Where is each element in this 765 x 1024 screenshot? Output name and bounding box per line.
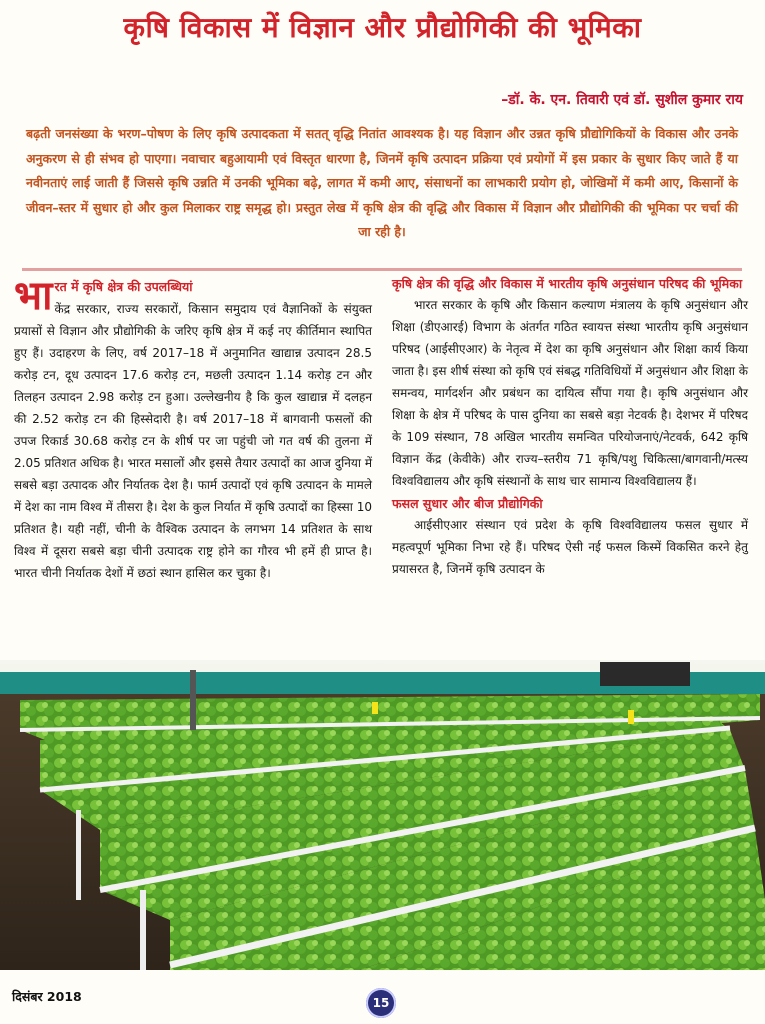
article-title: कृषि विकास में विज्ञान और प्रौद्योगिकी की भूमिका [123, 11, 642, 44]
left-heading: रत में कृषि क्षेत्र की उपलब्धियां [54, 279, 193, 294]
right-heading-1: कृषि क्षेत्र की वृद्धि और विकास में भारतीय कृषि अनुसंधान परिषद की भूमिका [392, 276, 743, 291]
abstract: बढ़ती जनसंख्या के भरण–पोषण के लिए कृषि उत्पादकता में सतत् वृद्धि नितांत आवश्यक है। यह विज्ञान और उन्नत कृषि प्रौद्योगिकियों के विकास और उनके अनुकरण से ही संभव हो पाएगा। नवाचार बहुआयामी एवं विस्तृत धारणा है, जिनमें कृषि उत्पादन प्रक्रिया एवं प्रयोगों में इस प्रकार के सुधार किए जाते हैं या नवीनताएं लाई जाती हैं जिससे कृषि उन्नति में उनकी भूमिका बढ़े, लागत में कमी आए, संसाधनों का लाभकारी प्रयोग हो, जोखिमों में कमी आए, किसानों के जीवन–स्तर में सुधार हो और कुल मिलाकर राष्ट्र समृद्ध हो। प्रस्तुत लेख में कृषि क्षेत्र की वृद्धि और विकास में विज्ञान और प्रौद्योगिकी की भूमिका पर चर्चा की जा रही है। [26, 126, 738, 239]
authors-line: –डॉ. के. एन. तिवारी एवं डॉ. सुशील कुमार राय [501, 92, 743, 108]
drop-cap: भा [14, 273, 53, 319]
issue-date: दिसंबर 2018 [12, 989, 82, 1004]
greenhouse-photo [0, 660, 765, 970]
section-divider [22, 268, 742, 271]
right-column [392, 276, 748, 580]
right-body-2: आईसीएआर संस्थान एवं प्रदेश के कृषि विश्वविद्यालय फसल सुधार में महत्वपूर्ण भूमिका निभा रहे हैं। परिषद ऐसी नई फसल किस्में विकसित करने हेतु प्रयासरत है, जिनमें कृषि उत्पादन के [392, 518, 748, 576]
left-body: केंद्र सरकार, राज्य सरकारों, किसान समुदाय एवं वैज्ञानिकों के संयुक्त प्रयासों से विज्ञान और प्रौद्योगिकी के जरिए कृषि क्षेत्र में कई नए कीर्तिमान स्थापित हुए हैं। उदाहरण के लिए, वर्ष 2017–18 में अनुमानित खाद्यान्न उत्पादन 28.5 करोड़ टन, दूध उत्पादन 17.6 करोड़ टन, मछली उत्पादन 1.14 करोड़ टन और तिलहन उत्पादन 2.98 करोड़ टन हुआ। उल्लेखनीय है कि कुल खाद्यान्न में दलहन की 2.52 करोड़ टन की हिस्सेदारी है। वर्ष 2017–18 में बागवानी फसलों की उपज रिकार्ड 30.68 करोड़ टन के शीर्ष पर जा पहुंची जो गत वर्ष की तुलना में 2.05 प्रतिशत अधिक है। भारत मसालों और इससे तैयार उत्पादों का आज दुनिया में सबसे बड़ा उत्पादक और निर्यातक देश है। फार्म उत्पादों एवं कृषि उत्पादन के मामले में देश का नाम विश्व में तीसरा है। देश के कुल निर्यात में कृषि उत्पादों का हिस्सा 10 प्रतिशत है। यही नहीं, चीनी के वैश्विक उत्पादन के लगभग 14 प्रतिशत के साथ विश्व में दूसरा सबसे बड़ा चीनी उत्पादक राष्ट्र होने का गौरव भी हमें ही प्राप्त है। भारत चीनी निर्यातक देशों में छठां स्थान हासिल कर चुका है। [14, 302, 372, 580]
right-heading-2: फसल सुधार और बीज प्रौद्योगिकी [392, 496, 543, 511]
right-body-1: भारत सरकार के कृषि और किसान कल्याण मंत्रालय के कृषि अनुसंधान और शिक्षा (डीएआरई) विभाग के अंतर्गत गठित स्वायत्त संस्था भारतीय कृषि अनुसंधान परिषद (आईसीएआर) के नेतृत्व में देश का कृषि अनुसंधान और शिक्षा कार्य किया जाता है। इस शीर्ष संस्था को कृषि एवं संबद्ध गतिविधियों में अनुसंधान और शिक्षा के समन्वय, मार्गदर्शन और प्रबंधन का दायित्व सौंपा गया है। कृषि अनुसंधान और शिक्षा के क्षेत्र में परिषद के पास दुनिया का सबसे बड़ा नेटवर्क है। देशभर में परिषद के 109 संस्थान, 78 अखिल भारतीय समन्वित परियोजनाएं/नेटवर्क, 642 कृषि विज्ञान केंद्र (केवीके) और राज्य–स्तरीय 71 कृषि/पशु चिकित्सा/बागवानी/मत्स्य विश्वविद्यालय और कृषि संस्थानों के साथ चार सामान्य विश्वविद्यालय हैं। [392, 298, 748, 488]
page-number-badge: 15 [366, 988, 396, 1018]
left-column [14, 273, 372, 584]
